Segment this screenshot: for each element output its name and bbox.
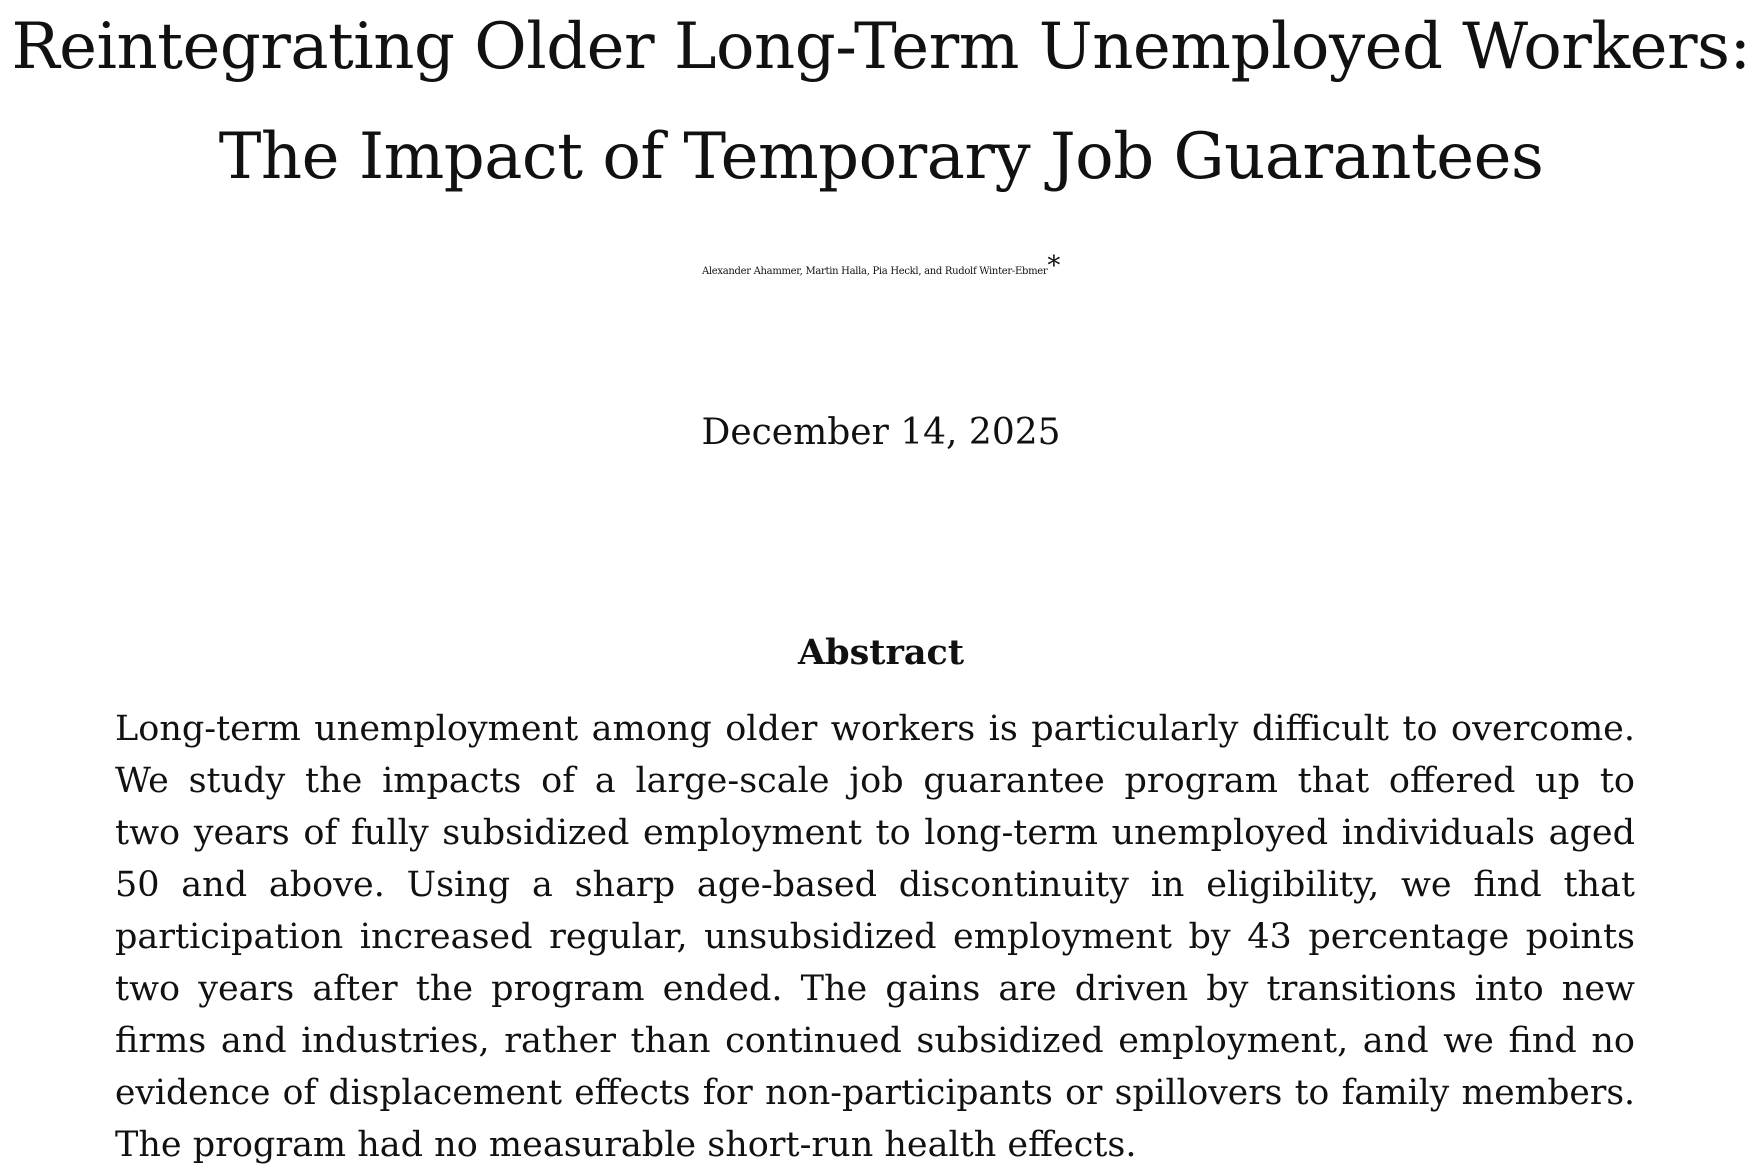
abstract-line: 50 and above. Using a sharp age-based discontinuity in eligibility, we find that bbox=[115, 865, 1635, 905]
title-line-1: Reintegrating Older Long-Term Unemployed Workers: bbox=[11, 10, 1751, 84]
abstract-line: two years of fully subsidized employment to long-term unemployed individuals aged bbox=[115, 813, 1635, 853]
title-line-2: The Impact of Temporary Job Guarantees bbox=[218, 120, 1544, 194]
abstract-line: evidence of displacement effects for non-participants or spillovers to family members. bbox=[115, 1073, 1635, 1113]
publication-date: December 14, 2025 bbox=[701, 412, 1061, 453]
abstract-line: participation increased regular, unsubsidized employment by 43 percentage points bbox=[115, 917, 1635, 957]
author-list bbox=[0, 242, 1762, 302]
author-footnote-mark[interactable]: * bbox=[1047, 251, 1061, 281]
abstract-line: We study the impacts of a large-scale job guarantee program that offered up to bbox=[115, 761, 1635, 801]
abstract-line: Long-term unemployment among older workers is particularly difficult to overcome. bbox=[115, 709, 1635, 749]
abstract-line: The program had no measurable short-run health effects. bbox=[115, 1125, 1137, 1165]
abstract-line: two years after the program ended. The gains are driven by transitions into new bbox=[115, 969, 1635, 1009]
paper-title bbox=[0, 0, 1762, 212]
abstract-body bbox=[115, 703, 1635, 1171]
authors-text: Alexander Ahammer, Martin Halla, Pia Heckl, and Rudolf Winter-Ebmer bbox=[701, 266, 1048, 277]
abstract-line: firms and industries, rather than continued subsidized employment, and we find no bbox=[115, 1021, 1635, 1061]
abstract-heading: Abstract bbox=[797, 632, 965, 673]
